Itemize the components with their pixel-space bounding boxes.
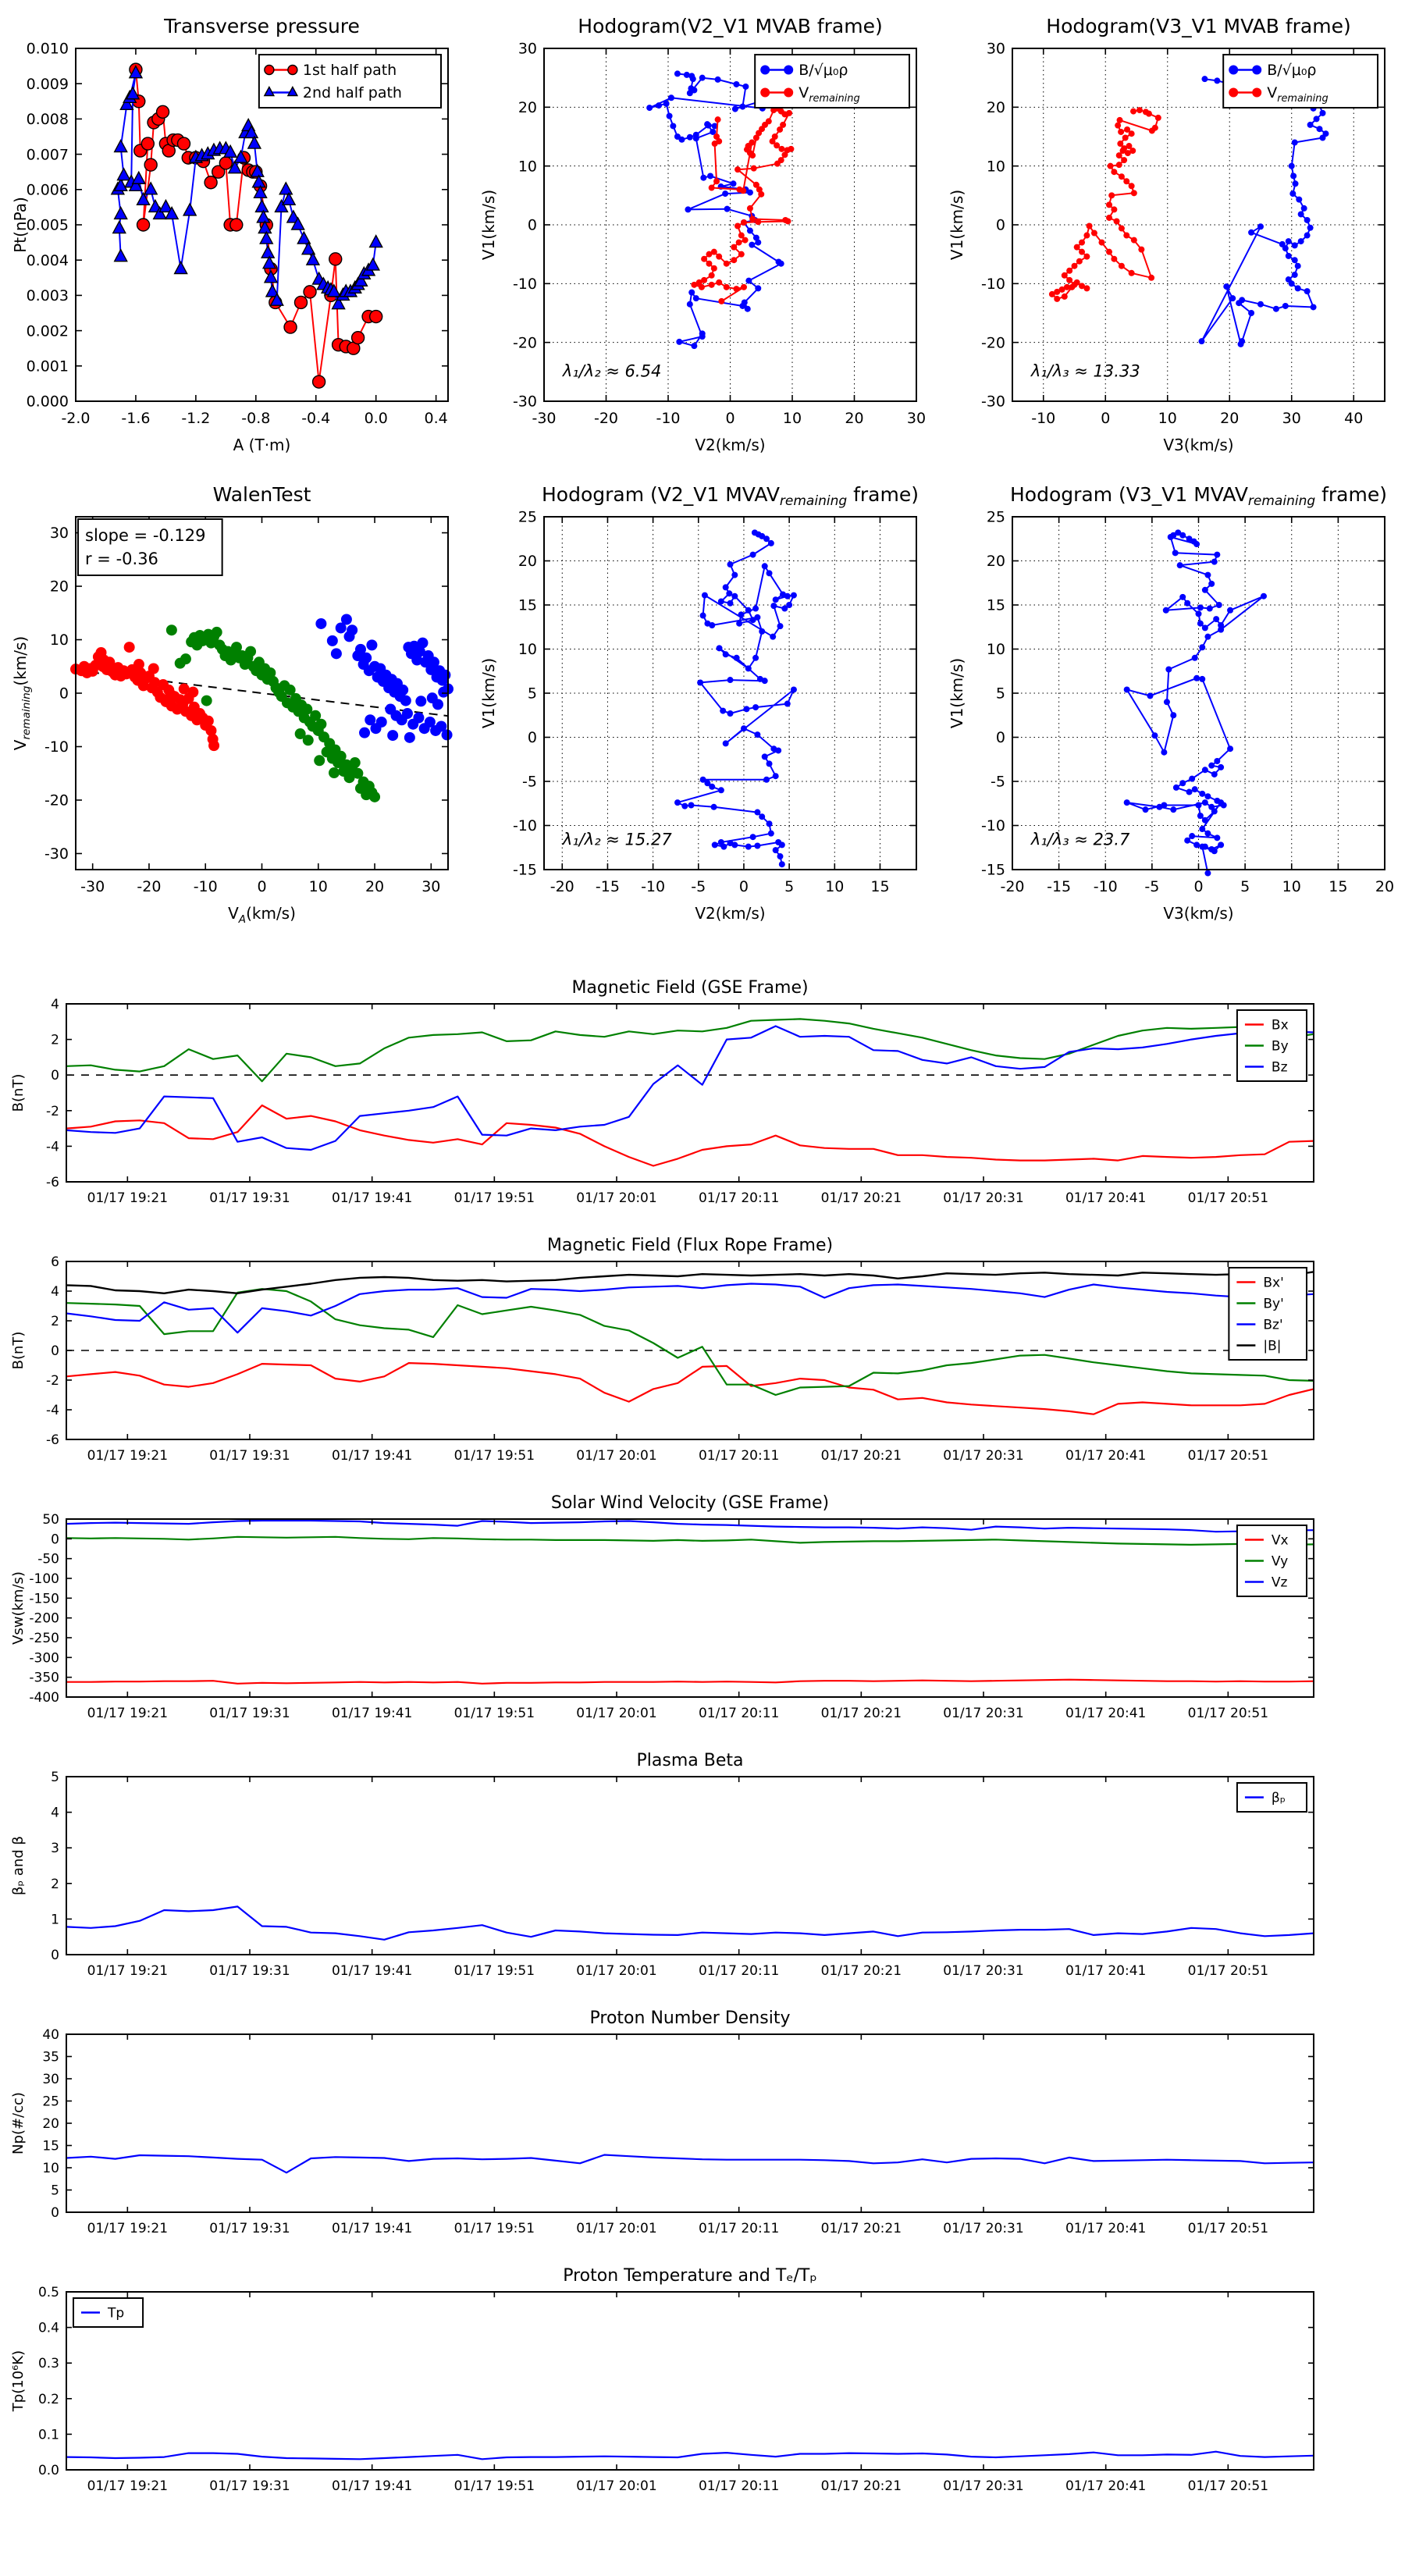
svg-text:20: 20 xyxy=(518,553,537,571)
svg-text:-30: -30 xyxy=(80,878,105,895)
svg-text:30: 30 xyxy=(422,878,441,895)
svg-text:10: 10 xyxy=(1158,410,1177,427)
svg-text:0: 0 xyxy=(51,1532,59,1548)
svg-text:-30: -30 xyxy=(980,393,1005,411)
svg-text:0: 0 xyxy=(995,216,1005,234)
svg-text:01/17 20:31: 01/17 20:31 xyxy=(943,2221,1024,2236)
svg-text:01/17 19:31: 01/17 19:31 xyxy=(209,2221,290,2236)
svg-text:35: 35 xyxy=(42,2049,59,2065)
svg-text:30: 30 xyxy=(906,410,927,427)
svg-text:-2.0: -2.0 xyxy=(61,410,91,427)
svg-text:01/17 20:51: 01/17 20:51 xyxy=(1187,1706,1269,1721)
hodogram-v3v1-mvab-ylabel: V1(km/s) xyxy=(948,189,966,261)
svg-text:01/17 20:21: 01/17 20:21 xyxy=(820,1963,902,1979)
chart-proton-temperature xyxy=(0,2261,1405,2518)
svg-text:0: 0 xyxy=(257,878,267,895)
svg-text:01/17 20:21: 01/17 20:21 xyxy=(820,1706,902,1721)
svg-text:01/17 20:51: 01/17 20:51 xyxy=(1187,2478,1269,2494)
svg-text:20: 20 xyxy=(1220,410,1240,427)
chart-plasma-beta xyxy=(0,1745,1405,2003)
svg-text:-10: -10 xyxy=(656,410,681,427)
chart-hodogram-v2v1-mvav xyxy=(468,468,937,937)
svg-text:01/17 20:51: 01/17 20:51 xyxy=(1187,1448,1269,1464)
svg-text:B/√μ₀ρ: B/√μ₀ρ xyxy=(799,62,848,80)
hodogram-v2v1-mvab-ylabel: V1(km/s) xyxy=(479,189,498,261)
svg-text:-4: -4 xyxy=(46,1402,59,1418)
svg-text:-6: -6 xyxy=(46,1432,59,1448)
hodogram-v2v1-mvav-ylabel: V1(km/s) xyxy=(479,657,498,729)
svg-text:0.0: 0.0 xyxy=(37,2462,59,2478)
svg-text:10: 10 xyxy=(518,641,537,659)
svg-text:3: 3 xyxy=(51,1841,59,1857)
svg-text:-300: -300 xyxy=(29,1650,59,1667)
svg-text:01/17 20:11: 01/17 20:11 xyxy=(698,1963,780,1979)
svg-text:10: 10 xyxy=(825,878,845,895)
svg-text:4: 4 xyxy=(51,1283,59,1300)
svg-text:0: 0 xyxy=(59,685,69,703)
plasma-beta-title: Plasma Beta xyxy=(636,1751,744,1770)
svg-text:2: 2 xyxy=(51,1876,59,1892)
transverse-pressure-legend xyxy=(259,55,441,108)
svg-text:-0.8: -0.8 xyxy=(241,410,271,427)
svg-text:20: 20 xyxy=(986,553,1005,571)
chart-hodogram-v3v1-mvab xyxy=(937,0,1405,468)
svg-text:01/17 19:21: 01/17 19:21 xyxy=(87,1706,169,1721)
walen-test-ylabel: $V_{remaining}(km/s)$ xyxy=(11,635,33,751)
svg-text:10: 10 xyxy=(308,878,328,895)
svg-text:-15: -15 xyxy=(595,878,620,895)
svg-text:15: 15 xyxy=(42,2138,59,2154)
scatter-row-2 xyxy=(0,468,1405,937)
svg-text:-20: -20 xyxy=(137,878,162,895)
svg-text:20: 20 xyxy=(845,410,864,427)
svg-text:-250: -250 xyxy=(29,1630,59,1646)
svg-text:1st half path: 1st half path xyxy=(302,62,397,80)
svg-text:10: 10 xyxy=(986,641,1005,659)
svg-text:0.000: 0.000 xyxy=(26,393,69,411)
svg-text:0: 0 xyxy=(51,1947,59,1963)
svg-text:-10: -10 xyxy=(1031,410,1056,427)
svg-text:0: 0 xyxy=(725,410,735,427)
hodogram-v3v1-mvab-annotation: λ₁/λ₃ ≈ 13.33 xyxy=(1030,361,1140,381)
walen-test-xlabel: $V_A(km/s)$ xyxy=(228,904,296,926)
solar-wind-velocity-ylabel: Vsw(km/s) xyxy=(10,1571,27,1645)
magnetic-field-flux-rope-title: Magnetic Field (Flux Rope Frame) xyxy=(546,1236,834,1255)
svg-text:0.008: 0.008 xyxy=(26,111,69,129)
svg-text:0.001: 0.001 xyxy=(26,358,69,375)
proton-temperature-ylabel: Tp(10⁶K) xyxy=(10,2350,27,2412)
svg-text:01/17 20:31: 01/17 20:31 xyxy=(943,1963,1024,1979)
svg-text:-2: -2 xyxy=(46,1372,59,1389)
svg-text:0: 0 xyxy=(1193,878,1204,895)
plasma-beta-legend xyxy=(1237,1783,1307,1812)
chart-solar-wind-velocity xyxy=(0,1488,1405,1745)
svg-text:01/17 20:21: 01/17 20:21 xyxy=(820,2221,902,2236)
chart-hodogram-v3v1-mvav xyxy=(937,468,1405,937)
svg-text:|B|: |B| xyxy=(1263,1338,1282,1354)
svg-text:-200: -200 xyxy=(29,1610,59,1627)
chart-proton-number-density xyxy=(0,2003,1405,2261)
svg-text:01/17 19:31: 01/17 19:31 xyxy=(209,2478,290,2494)
scatter-row-1 xyxy=(0,0,1405,468)
proton-temperature-legend xyxy=(73,2298,143,2327)
svg-text:20: 20 xyxy=(42,2115,59,2132)
svg-text:15: 15 xyxy=(870,878,890,895)
svg-text:-400: -400 xyxy=(29,1689,59,1706)
magnetic-field-gse-legend xyxy=(1237,1010,1307,1081)
svg-text:01/17 19:41: 01/17 19:41 xyxy=(331,2221,413,2236)
timeseries-panels xyxy=(0,973,1405,2518)
svg-text:01/17 19:41: 01/17 19:41 xyxy=(331,1190,413,1206)
proton-temperature-title: Proton Temperature and Tₑ/Tₚ xyxy=(563,2266,817,2286)
svg-text:25: 25 xyxy=(986,508,1005,526)
transverse-pressure-ylabel: Pt(nPa) xyxy=(11,197,30,253)
svg-text:0.2: 0.2 xyxy=(37,2391,59,2407)
svg-text:0.1: 0.1 xyxy=(37,2427,59,2443)
svg-text:01/17 19:31: 01/17 19:31 xyxy=(209,1963,290,1979)
svg-text:5: 5 xyxy=(527,685,537,703)
svg-text:25: 25 xyxy=(42,2094,59,2110)
svg-text:15: 15 xyxy=(518,596,537,614)
svg-text:-100: -100 xyxy=(29,1571,59,1587)
svg-text:01/17 19:21: 01/17 19:21 xyxy=(87,1190,169,1206)
svg-text:Tp: Tp xyxy=(108,2305,125,2322)
svg-text:-1.6: -1.6 xyxy=(121,410,151,427)
plasma-beta-ylabel: βₚ and β xyxy=(10,1836,27,1895)
hodogram-v3v1-mvab-legend xyxy=(1223,55,1378,108)
svg-text:0.002: 0.002 xyxy=(26,322,69,340)
svg-text:Vremaining​: $V_{remaining}$ xyxy=(799,84,860,105)
magnetic-field-gse-title: Magnetic Field (GSE Frame) xyxy=(571,978,809,998)
svg-text:-4: -4 xyxy=(46,1139,59,1155)
svg-text:-350: -350 xyxy=(29,1670,59,1686)
transverse-pressure-title: Transverse pressure xyxy=(164,15,360,37)
svg-text:βₚ: βₚ xyxy=(1271,1790,1286,1806)
walen-test-stats-line: slope = -0.129 xyxy=(85,526,206,545)
svg-text:20: 20 xyxy=(1375,878,1395,895)
svg-text:-1.2: -1.2 xyxy=(181,410,211,427)
magnetic-field-flux-rope-ylabel: B(nT) xyxy=(10,1331,27,1370)
svg-text:-5: -5 xyxy=(691,878,706,895)
svg-text:5: 5 xyxy=(995,685,1005,703)
svg-text:01/17 20:41: 01/17 20:41 xyxy=(1065,1963,1147,1979)
hodogram-v3v1-mvab-title: Hodogram(V3_V1 MVAB frame) xyxy=(1046,15,1351,37)
svg-text:Bz': Bz' xyxy=(1263,1317,1283,1333)
svg-text:01/17 20:31: 01/17 20:31 xyxy=(943,1448,1024,1464)
svg-text:Vremaining​: $V_{remaining}$ xyxy=(1267,84,1329,105)
svg-text:-20: -20 xyxy=(512,334,537,352)
svg-text:2: 2 xyxy=(51,1313,59,1329)
svg-text:0: 0 xyxy=(51,2204,59,2221)
svg-text:15: 15 xyxy=(1329,878,1348,895)
svg-text:0.010: 0.010 xyxy=(26,40,69,58)
svg-text:01/17 19:21: 01/17 19:21 xyxy=(87,2478,169,2494)
svg-text:10: 10 xyxy=(782,410,802,427)
svg-text:01/17 19:21: 01/17 19:21 xyxy=(87,1963,169,1979)
svg-text:0.4: 0.4 xyxy=(37,2320,59,2336)
svg-text:-20: -20 xyxy=(550,878,574,895)
svg-text:01/17 20:11: 01/17 20:11 xyxy=(698,1448,780,1464)
hodogram-v2v1-mvav-xlabel: V2(km/s) xyxy=(695,904,766,923)
svg-text:0.006: 0.006 xyxy=(26,181,69,199)
svg-text:01/17 19:31: 01/17 19:31 xyxy=(209,1706,290,1721)
svg-text:01/17 20:11: 01/17 20:11 xyxy=(698,1190,780,1206)
chart-transverse-pressure xyxy=(0,0,468,468)
svg-text:01/17 20:11: 01/17 20:11 xyxy=(698,2221,780,2236)
hodogram-v2v1-mvab-legend xyxy=(755,55,909,108)
hodogram-v3v1-mvab-xlabel: V3(km/s) xyxy=(1163,436,1234,454)
svg-text:-10: -10 xyxy=(641,878,666,895)
svg-text:01/17 20:01: 01/17 20:01 xyxy=(576,1706,657,1721)
svg-text:30: 30 xyxy=(1282,410,1301,427)
svg-text:0: 0 xyxy=(51,1343,59,1359)
svg-text:-30: -30 xyxy=(532,410,557,427)
svg-text:01/17 19:21: 01/17 19:21 xyxy=(87,2221,169,2236)
svg-text:30: 30 xyxy=(49,525,69,543)
svg-text:50: 50 xyxy=(42,1511,59,1528)
svg-text:-20: -20 xyxy=(44,792,69,809)
svg-text:-10: -10 xyxy=(980,275,1005,293)
svg-text:-5: -5 xyxy=(522,773,537,791)
svg-text:0.5: 0.5 xyxy=(37,2284,59,2300)
svg-text:-10: -10 xyxy=(1093,878,1118,895)
walen-test-stats-line: r = -0.36 xyxy=(85,550,158,568)
svg-text:Bx: Bx xyxy=(1271,1017,1289,1034)
svg-text:01/17 20:41: 01/17 20:41 xyxy=(1065,2221,1147,2236)
svg-text:0: 0 xyxy=(995,729,1005,747)
svg-text:20: 20 xyxy=(365,878,385,895)
svg-text:01/17 19:31: 01/17 19:31 xyxy=(209,1448,290,1464)
svg-text:-15: -15 xyxy=(980,861,1005,879)
svg-text:01/17 19:21: 01/17 19:21 xyxy=(87,1448,169,1464)
walen-test-title: WalenTest xyxy=(212,483,311,506)
svg-text:0.4: 0.4 xyxy=(424,410,448,427)
svg-text:10: 10 xyxy=(42,2160,59,2176)
magnetic-field-flux-rope-legend xyxy=(1229,1268,1307,1360)
svg-text:10: 10 xyxy=(518,158,537,176)
svg-text:01/17 20:41: 01/17 20:41 xyxy=(1065,2478,1147,2494)
svg-text:01/17 20:01: 01/17 20:01 xyxy=(576,2221,657,2236)
svg-text:Bz: Bz xyxy=(1271,1059,1288,1076)
hodogram-v2v1-mvav-annotation: λ₁/λ₂ ≈ 15.27 xyxy=(562,830,672,849)
svg-text:01/17 20:21: 01/17 20:21 xyxy=(820,2478,902,2494)
svg-text:-20: -20 xyxy=(980,334,1005,352)
svg-text:01/17 20:01: 01/17 20:01 xyxy=(576,1190,657,1206)
svg-text:0.3: 0.3 xyxy=(37,2356,59,2372)
svg-text:0: 0 xyxy=(1101,410,1111,427)
svg-text:0: 0 xyxy=(738,878,749,895)
svg-text:0.004: 0.004 xyxy=(26,251,69,269)
chart-magnetic-field-flux-rope xyxy=(0,1230,1405,1488)
svg-text:01/17 20:41: 01/17 20:41 xyxy=(1065,1706,1147,1721)
svg-text:5: 5 xyxy=(784,878,795,895)
svg-text:01/17 20:11: 01/17 20:11 xyxy=(698,1706,780,1721)
svg-text:0.007: 0.007 xyxy=(26,146,69,164)
chart-hodogram-v2v1-mvab xyxy=(468,0,937,468)
svg-text:0.009: 0.009 xyxy=(26,75,69,93)
svg-text:-50: -50 xyxy=(37,1551,59,1567)
svg-text:-5: -5 xyxy=(991,773,1005,791)
svg-text:40: 40 xyxy=(42,2026,59,2043)
svg-text:01/17 20:31: 01/17 20:31 xyxy=(943,2478,1024,2494)
hodogram-v3v1-mvav-xlabel: V3(km/s) xyxy=(1163,904,1234,923)
svg-text:01/17 20:31: 01/17 20:31 xyxy=(943,1706,1024,1721)
svg-text:By': By' xyxy=(1263,1296,1284,1312)
svg-text:B/√μ₀ρ: B/√μ₀ρ xyxy=(1267,62,1317,80)
solar-wind-velocity-title: Solar Wind Velocity (GSE Frame) xyxy=(550,1493,830,1513)
svg-text:01/17 20:41: 01/17 20:41 xyxy=(1065,1190,1147,1206)
proton-number-density-title: Proton Number Density xyxy=(589,2008,791,2028)
proton-number-density-ylabel: Np(#/cc) xyxy=(10,2092,27,2154)
svg-text:01/17 19:51: 01/17 19:51 xyxy=(454,1706,535,1721)
svg-text:-150: -150 xyxy=(29,1591,59,1607)
svg-text:5: 5 xyxy=(1240,878,1250,895)
svg-text:Vy: Vy xyxy=(1271,1553,1289,1570)
svg-text:01/17 20:21: 01/17 20:21 xyxy=(820,1190,902,1206)
svg-text:0: 0 xyxy=(527,216,537,234)
svg-text:-10: -10 xyxy=(980,817,1005,835)
svg-text:0.0: 0.0 xyxy=(364,410,388,427)
hodogram-v2v1-mvab-title: Hodogram(V2_V1 MVAB frame) xyxy=(578,15,883,37)
svg-text:01/17 20:01: 01/17 20:01 xyxy=(576,1448,657,1464)
hodogram-v2v1-mvab-annotation: λ₁/λ₂ ≈ 6.54 xyxy=(562,361,662,381)
transverse-pressure-xlabel: A (T·m) xyxy=(233,436,291,454)
chart-magnetic-field-gse xyxy=(0,973,1405,1230)
svg-text:-10: -10 xyxy=(512,817,537,835)
hodogram-v3v1-mvav-title: Hodogram (V3_V1 $MVAV_{remaining}$ frame) xyxy=(1010,483,1387,509)
svg-text:01/17 19:41: 01/17 19:41 xyxy=(331,1963,413,1979)
svg-text:01/17 20:21: 01/17 20:21 xyxy=(820,1448,902,1464)
svg-text:-20: -20 xyxy=(593,410,619,427)
svg-text:01/17 20:31: 01/17 20:31 xyxy=(943,1190,1024,1206)
hodogram-v3v1-mvav-ylabel: V1(km/s) xyxy=(948,657,966,729)
svg-text:-6: -6 xyxy=(46,1174,59,1190)
svg-text:01/17 19:51: 01/17 19:51 xyxy=(454,2221,535,2236)
svg-text:10: 10 xyxy=(49,632,69,649)
svg-text:01/17 19:51: 01/17 19:51 xyxy=(454,2478,535,2494)
svg-text:20: 20 xyxy=(518,98,537,116)
svg-text:0: 0 xyxy=(527,729,537,747)
svg-text:01/17 20:01: 01/17 20:01 xyxy=(576,2478,657,2494)
svg-text:01/17 20:41: 01/17 20:41 xyxy=(1065,1448,1147,1464)
svg-text:By: By xyxy=(1271,1038,1289,1055)
chart-walen-test xyxy=(0,468,468,937)
svg-text:Vz: Vz xyxy=(1271,1574,1288,1591)
svg-text:0: 0 xyxy=(51,1068,59,1084)
svg-text:4: 4 xyxy=(51,1805,59,1821)
hodogram-v3v1-mvav-annotation: λ₁/λ₃ ≈ 23.7 xyxy=(1030,830,1130,849)
svg-text:2nd half path: 2nd half path xyxy=(302,84,402,102)
svg-text:-20: -20 xyxy=(1000,878,1025,895)
magnetic-field-gse-ylabel: B(nT) xyxy=(10,1073,27,1112)
svg-text:01/17 19:41: 01/17 19:41 xyxy=(331,1448,413,1464)
svg-text:10: 10 xyxy=(1282,878,1301,895)
svg-text:5: 5 xyxy=(51,2183,59,2199)
svg-text:01/17 20:01: 01/17 20:01 xyxy=(576,1963,657,1979)
hodogram-v2v1-mvav-title: Hodogram (V2_V1 $MVAV_{remaining}$ frame) xyxy=(542,483,919,509)
svg-text:-10: -10 xyxy=(193,878,218,895)
svg-text:01/17 19:41: 01/17 19:41 xyxy=(331,1706,413,1721)
svg-text:01/17 19:51: 01/17 19:51 xyxy=(454,1190,535,1206)
svg-text:6: 6 xyxy=(51,1254,59,1270)
svg-text:Bx': Bx' xyxy=(1263,1275,1284,1291)
svg-text:10: 10 xyxy=(986,158,1005,176)
svg-text:-10: -10 xyxy=(44,738,69,756)
svg-text:30: 30 xyxy=(518,40,537,58)
svg-text:-2: -2 xyxy=(46,1103,59,1119)
svg-text:25: 25 xyxy=(518,508,537,526)
svg-text:20: 20 xyxy=(49,578,69,596)
hodogram-v2v1-mvab-xlabel: V2(km/s) xyxy=(695,436,766,454)
solar-wind-velocity-legend xyxy=(1237,1525,1307,1596)
svg-text:01/17 19:41: 01/17 19:41 xyxy=(331,2478,413,2494)
svg-text:01/17 19:51: 01/17 19:51 xyxy=(454,1448,535,1464)
svg-text:20: 20 xyxy=(986,98,1005,116)
svg-text:40: 40 xyxy=(1344,410,1364,427)
svg-text:-5: -5 xyxy=(1144,878,1160,895)
svg-text:01/17 19:51: 01/17 19:51 xyxy=(454,1963,535,1979)
svg-text:-15: -15 xyxy=(512,861,537,879)
svg-text:-30: -30 xyxy=(512,393,537,411)
svg-text:2: 2 xyxy=(51,1032,59,1048)
svg-text:4: 4 xyxy=(51,996,59,1012)
svg-text:Vx: Vx xyxy=(1271,1532,1289,1549)
svg-text:01/17 20:51: 01/17 20:51 xyxy=(1187,1190,1269,1206)
svg-text:0.005: 0.005 xyxy=(26,216,69,234)
svg-text:-10: -10 xyxy=(512,275,537,293)
svg-text:0.003: 0.003 xyxy=(26,287,69,305)
svg-text:01/17 19:31: 01/17 19:31 xyxy=(209,1190,290,1206)
svg-text:01/17 20:11: 01/17 20:11 xyxy=(698,2478,780,2494)
svg-text:01/17 20:51: 01/17 20:51 xyxy=(1187,1963,1269,1979)
svg-text:30: 30 xyxy=(986,40,1005,58)
svg-text:-15: -15 xyxy=(1047,878,1072,895)
svg-text:15: 15 xyxy=(986,596,1005,614)
svg-text:1: 1 xyxy=(51,1912,59,1928)
svg-text:-30: -30 xyxy=(44,845,69,863)
svg-text:-0.4: -0.4 xyxy=(301,410,331,427)
svg-text:5: 5 xyxy=(51,1769,59,1785)
svg-text:01/17 20:51: 01/17 20:51 xyxy=(1187,2221,1269,2236)
svg-text:30: 30 xyxy=(42,2071,59,2087)
